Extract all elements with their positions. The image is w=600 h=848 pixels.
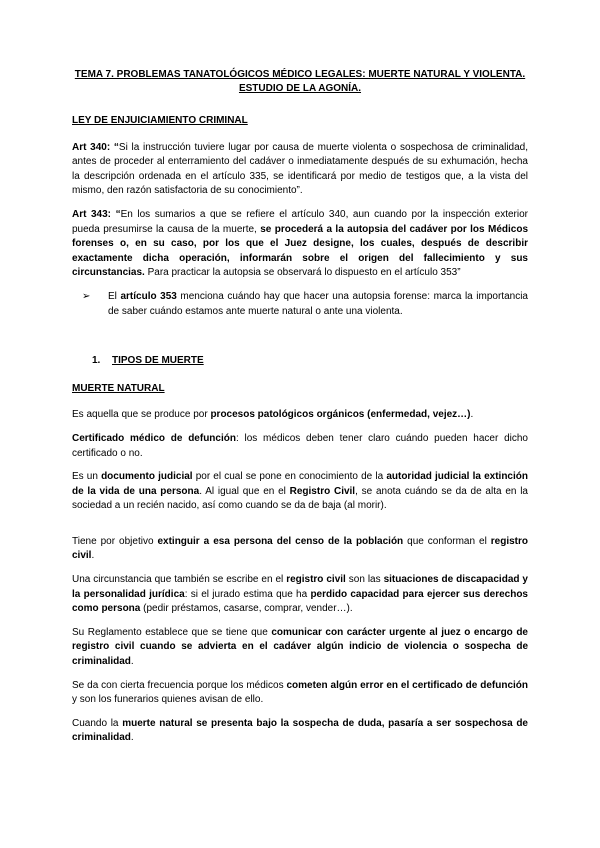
law-heading: LEY DE ENJUICIAMIENTO CRIMINAL [72, 115, 248, 126]
bullet-article-353 [82, 290, 528, 319]
paragraph: Su Reglamento establece que se tiene que comunicar con carácter urgente al juez o encargo de registro civil cuando se advierta en el cadáver algún indicio de violencia o sospecha de criminalidad. [72, 626, 528, 668]
paragraph: Es aquella que se produce por procesos patológicos orgánicos (enfermedad, vejez…). [72, 409, 474, 421]
article-340-label: Art 340: “ [72, 141, 119, 153]
paragraph: Una circunstancia que también se escribe en el registro civil son las situaciones de discapacidad y la personalidad jurídica: si el jurado estima que ha perdido capacidad para ejercer sus derechos como persona (pedir préstamos, casarse, comprar, vender…). [72, 574, 528, 615]
paragraph: Tiene por objetivo extinguir a esa persona del censo de la población que conforman el registro civil. [72, 535, 528, 562]
paragraph: Certificado médico de defunción: los médicos deben tener claro cuándo pueden hacer dicho certificado o no. [72, 432, 528, 459]
article-343-text-end: Para practicar la autopsia se observará lo dispuesto en el artículo 353” [144, 267, 461, 279]
bullet-text: El artículo 353 menciona cuándo hay que hacer una autopsia forense: marca la importancia de saber cuándo estamos ante muerte natural o ante una violenta. [108, 290, 528, 317]
section-heading [92, 354, 528, 369]
blank-line [72, 523, 528, 535]
arrow-bullet-icon: ➢ [82, 290, 91, 302]
paragraph: Se da con cierta frecuencia porque los médicos cometen algún error en el certificado de defunción y son los funerarios quienes avisan de ello. [72, 679, 529, 706]
subheading-muerte-natural: MUERTE NATURAL [72, 382, 165, 394]
article-343-text: En los sumarios a que se refiere el artículo 340, aun cuando por la inspección exterior pueda presumirse la causa de la muerte, [72, 208, 528, 235]
paragraph: Cuando la muerte natural se presenta bajo la sospecha de duda, pasaría a ser sospechosa de criminalidad. [72, 717, 528, 744]
paragraph: Es un documento judicial por el cual se pone en conocimiento de la autoridad judicial la extinción de la vida de una persona. Al igual que en el Registro Civil, se anota cuándo se da de alta en la sociedad a un recién nacido, así como cuando se da de baja (al morir). [72, 471, 528, 512]
document-title: TEMA 7. PROBLEMAS TANATOLÓGICOS MÉDICO LEGALES: MUERTE NATURAL Y VIOLENTA. ESTUDIO DE LA AGONÍA. [74, 69, 526, 94]
section-number: 1. [92, 355, 101, 367]
article-343-paragraph [72, 208, 528, 281]
article-343-bold: se procederá a la autopsia del cadáver por los Médicos forenses o, en su caso, por los que el Juez designe, los cuales, después de describir exactamente dicha operación, informarán sobre el origen del fallecimiento y sus circunstancias. [72, 223, 528, 279]
article-340-text: Si la instrucción tuviere lugar por causa de muerte violenta o sospechosa de criminalidad, antes de proceder al enterramiento del cadáver o inmediatamente después de su exhumación, hecha la descripción ordenada en el artículo 335, se identificará por medio de testigos que, a la vista del mismo, den razón satisfactoria de su conocimiento”. [72, 141, 529, 197]
section-title: TIPOS DE MUERTE [112, 355, 204, 367]
article-340-paragraph [72, 141, 528, 199]
article-343-label: Art 343: “ [72, 208, 121, 220]
